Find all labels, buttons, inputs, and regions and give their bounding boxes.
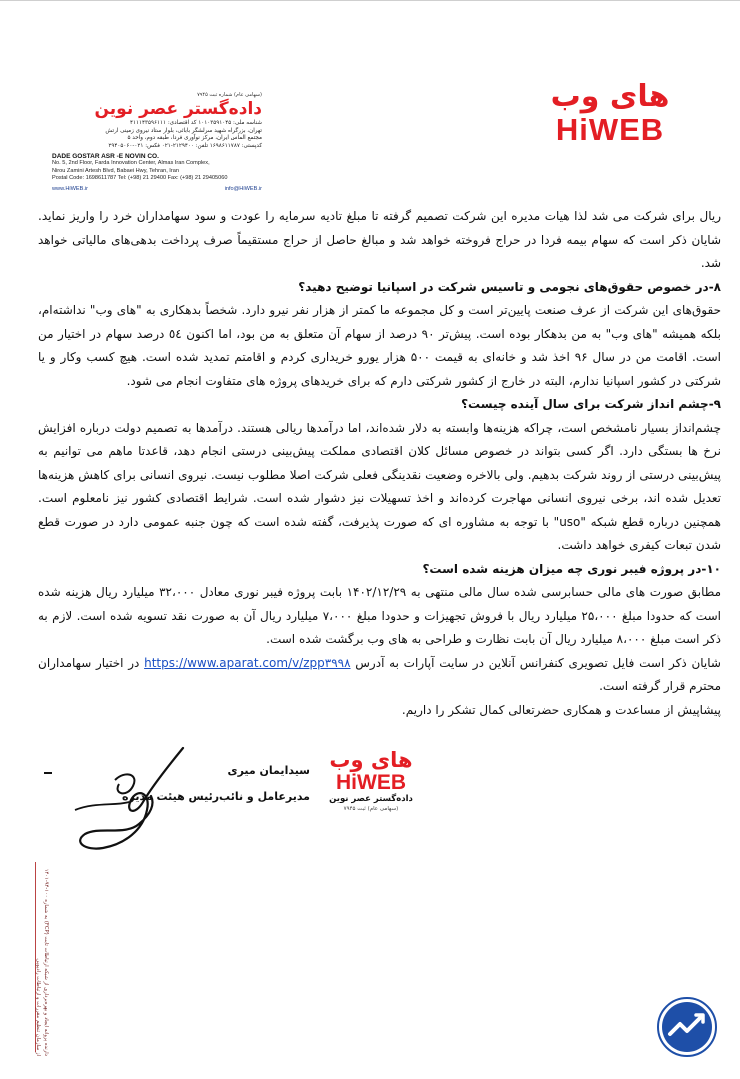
company-address-line: شناسه ملی: ۱۰۱۰۳۵۹۱۰۴۵ کد اقتصادی: ۴۱۱۱۴۳۵۹۶۱۱۱ [129,120,262,126]
signature-dash [44,772,52,774]
handwritten-signature [55,740,195,860]
aparat-paragraph [38,652,721,699]
letter-body [38,205,721,722]
company-address-en: Nirou Zamini Artesh Blvd, Babaei Hwy, Tehran, Iran [52,167,179,174]
company-letterhead [52,92,262,192]
paragraph-intro: ریال برای شرکت می شد لذا هیات مدیره این شرکت تصمیم گرفته تا مبلغ تادیه سرمایه را عودت و سود سهامداران خرد را واریز نماید. شایان ذکر است که سهام بیمه فردا در حراج فروخته خواهد شد و مبالغ حاصل از حراج مستقیماً صرف پرداخت بدهی‌های مالیاتی خواهد شد. [38,209,721,270]
answer-10: مطابق صورت های مالی حسابرسی شده سال مالی منتهی به ۱۴۰۲/۱۲/۲۹ بابت پروژه فیبر نوری معادل ۳۲،۰۰۰ میلیارد ریال هزینه شده است که حدودا مبلغ ۲۵،۰۰۰ میلیارد ریال با فروش تجهیزات و حدودا مبلغ ۷،۰۰۰ میلیارد ریال آن به صورت نقد تسویه شده است. لازم به ذکر است مبلغ ۸،۰۰۰ میلیارد ریال آن بابت نظارت و طراحی به های وب برگشت شده است. [38,585,721,646]
company-registration: (سهامی عام) شماره ثبت ۷۹۴۵ [197,92,262,98]
answer-8: حقوق‌های این شرکت از عرف صنعت پایین‌تر است و کل مجموعه ما کمتر از هزار نفر نیرو دارد. شخصاً بدهکاری به "های وب" نداشته‌ام، بلکه همیشه "های وب" به من بدهکار بوده است. پیش‌تر ۹۰ درصد از سهام آن متعلق به من بود، اما اکنون ٥٤ درصد سهام در اختیار من است. اقامت من در سال ۹۶ اخذ شد و خانه‌ای به قیمت ۵۰۰ هزار یورو خریداری کردم و اقامتم تمدید شده است. هیچ کسب وکار و یا شرکتی در کشور اسپانیا ندارم، البته در خارج از کشور شرکتی دارم که برای خریدهای پروژه های متفاوت انجام می شود. [38,303,721,388]
aparat-link[interactable]: https://www.aparat.com/v/zpp۳۹۹۸ [144,655,351,670]
company-address-line: مجتمع الماس ایران، مرکز نوآوری فردا، طبقه دوم، واحد ۵ [127,135,262,141]
company-contact-row [52,186,262,192]
hiweb-logo [540,80,680,150]
company-address-line: تهران، بزرگراه شهید سرلشگر بابائی، بلوار ستاد نیروی زمینی ارتش [105,127,262,134]
logo-brand-fa: های وب [550,79,670,114]
top-border [0,0,740,1]
closing-paragraph: پیشاپیش از مساعدت و همکاری حضرتعالی کمال تشکر را داریم. [401,702,721,717]
question-8: ۸-در خصوص حقوق‌های نجومی و تاسیس شرکت در اسپانیا توضیح دهید؟ [298,279,721,294]
aparat-text-before: شایان ذکر است فایل تصویری کنفرانس آنلاین در سایت آپارات به آدرس [350,655,721,670]
stamp-brand-en: HiWEB [336,771,406,794]
company-address-line: کدپستی: ۱۶۹۸۶۱۱۷۸۷ تلفن: ۲۱۲۹۴۰۰-۰۲۱ فکس: ۰۲۱-۲۹۴۰۵۰۶۰ [108,142,262,149]
signatory-title: مدیرعامل و نائب‌رئیس هیئت مدیره [122,790,310,803]
company-name-en: DADE GOSTAR ASR -E NOVIN CO. [52,153,159,160]
question-9: ۹-چشم انداز شرکت برای سال آینده چیست؟ [461,397,721,411]
license-side-note: دارنده پروانه ایجاد و بهره‌برداری از شبکه ارتباطات ثابت (FCP) به شماره ۱۰۰-۹۴-۱۴۰۱ از سازمان تنظیم مقررات و ارتباطات رادیویی [35,868,49,1056]
logo-brand-en: HiWEB [555,112,665,147]
aparat-text-after: در اختیار سهامداران محترم قرار گرفته است. [38,655,721,693]
question-10: ۱۰-در پروژه فیبر نوری چه میزان هزینه شده است؟ [422,561,721,576]
stamp-brand-fa: های وب [329,748,413,772]
trend-badge-icon [656,996,718,1058]
answer-9: چشم‌انداز بسیار نامشخص است، چراکه هزینه‌ها وابسته به دلار شده‌اند، اما درآمدها ریالی هستند. درآمدها به تصمیم دولت درباره افزایش نرخ ها بستگی دارد. اگر کسی بتواند در خصوص مسائل کلان اقتصادی مملکت پیش‌بینی درستی انجام دهد، قاعدتا ماهم می توانیم به پیش‌بینی درستی از روند شرکت بدهیم. ولی بالاخره وضعیت نقدینگی فعلی شرکت اصلا مطلوب نیست. نیروی انسانی برای کاهش هزینه‌ها تعدیل شده اند، برخی نیروی انسانی مهاجرت کرده‌اند و اخذ تسهیلات نیز دشوار شده است. شرایط اقتصادی کشور نیز نامعلوم است. همچنین درباره قطع شبکه "uso" با توجه به مشاوره ای که صورت پذیرفت، گفته شده است که چون جنبه عمومی دارد در صورت قطع شدن تبعات کیفری خواهد داشت. [38,420,721,552]
stamp-registration: (سهامی عام) ثبت ۷۹۴۵ [343,806,399,812]
company-name-fa: داده‌گستر عصر نوین [94,99,262,119]
company-address-en: Postal Code: 1698611787 Tel: (+98) 21 29400 Fax: (+98) 21 29405060 [52,175,228,181]
company-email[interactable]: info@HiWEB.ir [224,185,262,192]
company-stamp [326,748,416,832]
company-address-en: No. 5, 2nd Floor, Farda Innovation Center, Almas Iran Complex, [52,160,210,166]
company-website[interactable]: www.HiWEB.ir [52,185,89,192]
stamp-company-fa: داده‌گستر عصر نوین [329,794,413,804]
signatory-name: سیدایمان میری [227,764,310,777]
